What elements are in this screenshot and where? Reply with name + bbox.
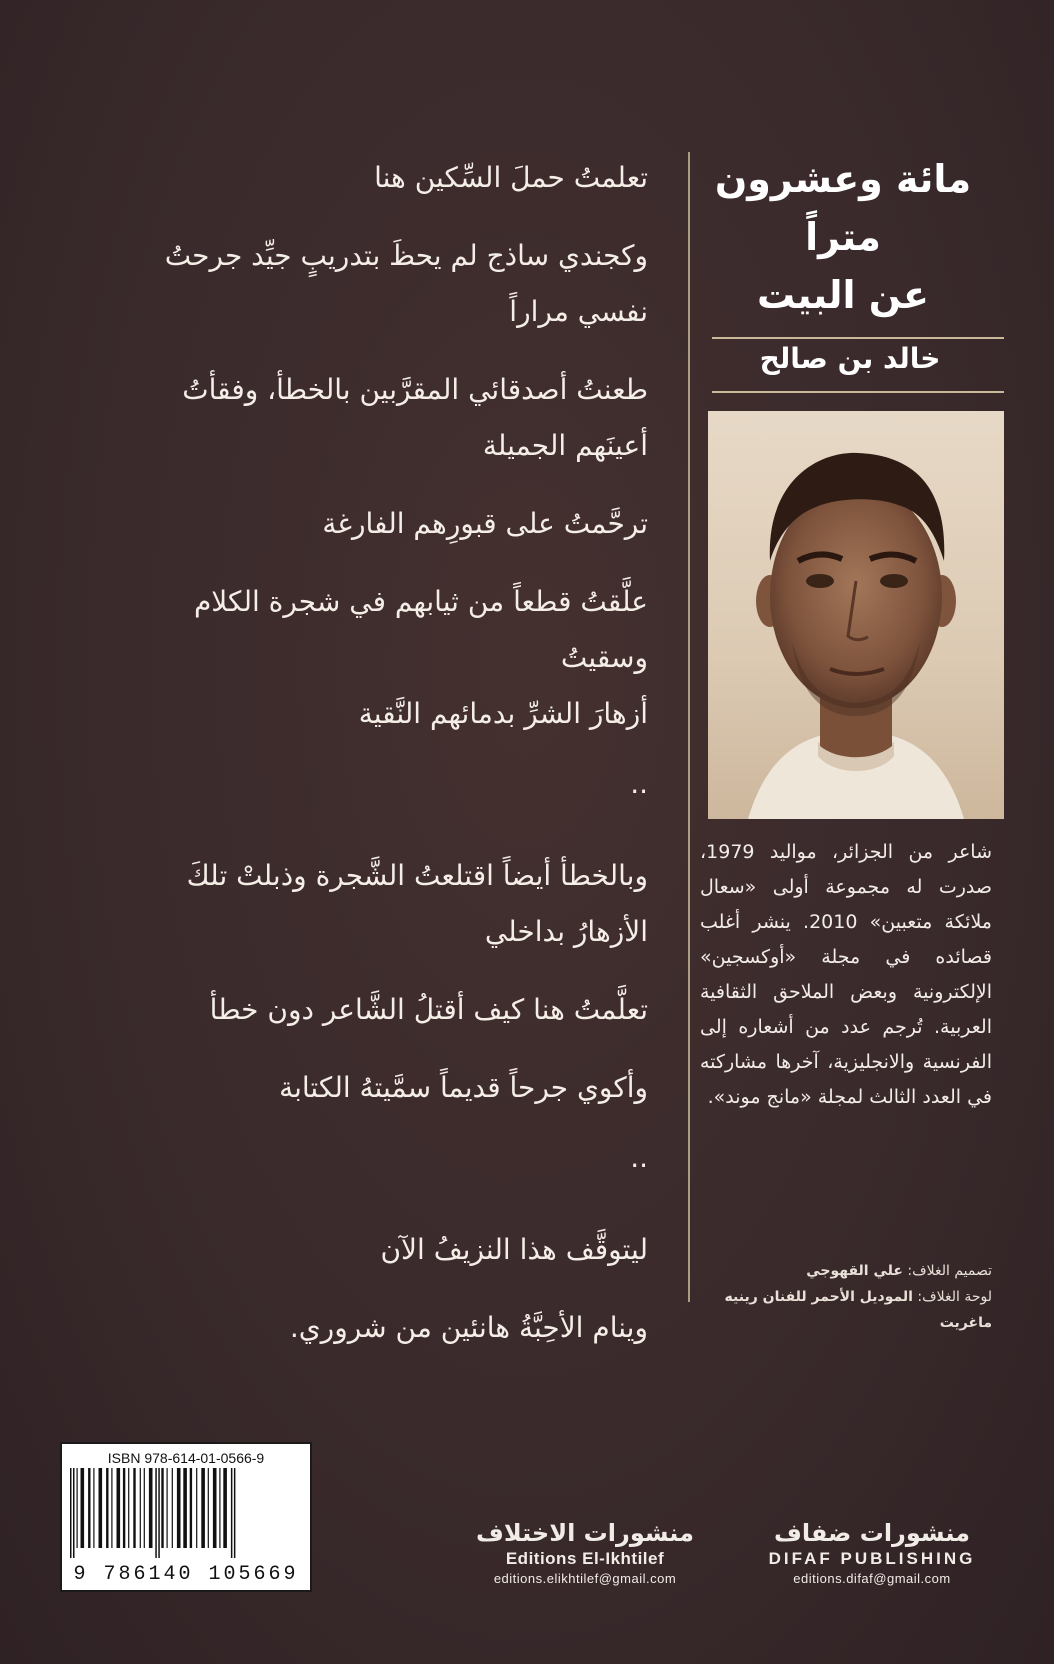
barcode-bar	[88, 1468, 90, 1548]
barcode-bar	[155, 1468, 157, 1558]
barcode-digits: 9 786140 105669	[73, 1563, 299, 1586]
poem-stanza	[120, 228, 648, 340]
barcode-bar	[106, 1468, 108, 1548]
publisher-ikhtilef-latin: Editions El-Ikhtilef	[505, 1549, 665, 1568]
title-rule	[712, 337, 1004, 339]
author-photo	[708, 411, 1004, 819]
barcode-bar	[99, 1468, 103, 1548]
publisher-difaf	[752, 1518, 992, 1588]
poem-stanza	[120, 150, 648, 206]
poem-line: أعينَهم الجميلة	[482, 429, 648, 462]
cover-painting-credit	[690, 1284, 992, 1336]
barcode-bar	[117, 1468, 121, 1548]
book-title-line: متراً	[805, 215, 881, 259]
publisher-difaf-latin: DIFAF PUBLISHING	[768, 1549, 976, 1568]
cover-design-label: تصميم الغلاف:	[907, 1263, 992, 1279]
poem-line: ترحَّمتُ على قبورِهم الفارغة	[322, 507, 648, 540]
barcode-bar	[70, 1468, 72, 1558]
barcode-bar	[223, 1468, 227, 1548]
barcode-bars	[68, 1468, 304, 1558]
poem-line: وكجندي ساذج لم يحظَ بتدريبٍ جيِّد جرحتُ	[164, 239, 648, 272]
barcode-bar	[77, 1468, 78, 1548]
column-divider	[688, 152, 690, 1302]
poem-line: وأكوي جرحاً قديماً سمَّيتهُ الكتابة	[279, 1071, 648, 1104]
poem-line: ليتوقَّف هذا النزيفُ الآن	[380, 1233, 648, 1266]
barcode-bar	[177, 1468, 181, 1548]
author-name: خالد بن صالح	[759, 342, 941, 375]
barcode-bar	[201, 1468, 205, 1548]
barcode-bar	[213, 1468, 217, 1548]
poem-line: أزهارَ الشرِّ بدمائهم النَّقية	[358, 697, 648, 730]
barcode-bar	[149, 1468, 153, 1548]
poem-stanza	[120, 362, 648, 474]
barcode-bar	[133, 1468, 135, 1548]
barcode-bar	[167, 1468, 168, 1548]
cover-painting-name: الموديل الأحمر للفنان رينيه ماغريت	[724, 1289, 992, 1331]
barcode-bar	[144, 1468, 145, 1548]
poem-stanza	[120, 1222, 648, 1278]
barcode-bar	[123, 1468, 125, 1548]
poem-line: تعلمتُ حملَ السِّكين هنا	[374, 161, 648, 194]
barcode-bar	[234, 1468, 236, 1558]
barcode-bar	[93, 1468, 94, 1548]
author-portrait-illustration	[708, 411, 1004, 819]
poem-stanza	[120, 848, 648, 960]
barcode-bar	[231, 1468, 233, 1558]
publisher-ikhtilef-email: editions.elikhtilef@gmail.com	[493, 1571, 677, 1586]
poem-stanza	[120, 574, 648, 742]
poem-line: وبالخطأ أيضاً اقتلعتُ الشَّجرة وذبلتْ تلكَ	[186, 859, 648, 892]
barcode-bar	[111, 1468, 112, 1548]
book-title-line: مائة وعشرون	[714, 157, 972, 201]
poem-stanza	[120, 496, 648, 552]
barcode-bar	[219, 1468, 220, 1548]
poem-line: نفسي مراراً	[509, 295, 648, 328]
barcode-bar	[190, 1468, 192, 1548]
barcode-bar	[208, 1468, 209, 1548]
barcode-bar	[196, 1468, 197, 1548]
book-title	[698, 150, 988, 324]
poem-line: تعلَّمتُ هنا كيف أقتلُ الشَّاعر دون خطأ	[209, 993, 648, 1026]
barcode-bar	[128, 1468, 129, 1548]
barcode-bar	[183, 1468, 187, 1548]
poem-separator: ..	[630, 767, 648, 800]
poem-line: علَّقتُ قطعاً من ثيابهم في شجرة الكلام وسقيتُ	[193, 585, 648, 674]
author-rule	[712, 391, 1004, 393]
book-title-line: عن البيت	[757, 273, 929, 317]
isbn-number: ISBN 978-614-01-0566-9	[107, 1450, 265, 1466]
barcode-bar	[140, 1468, 141, 1548]
isbn-barcode	[60, 1442, 312, 1592]
barcode-bar	[81, 1468, 85, 1548]
author-bio: شاعر من الجزائر، مواليد 1979، صدرت له مجموعة أولى «سعال ملائكة متعبين» 2010. ينشر أغلب قصائده في مجلة «أوكسجين» الإلكترونية وبعض الملاحق الثقافية العربية. تُرجم عدد من أشعاره إلى الفرنسية والانجليزية، آخرها مشاركته في العدد الثالث لمجلة «مانج موند».	[700, 841, 992, 1108]
credits	[690, 1258, 992, 1336]
poem-stanza	[120, 1060, 648, 1116]
poem-stanza	[120, 982, 648, 1038]
poem-separator: ..	[630, 1141, 648, 1174]
publisher-ikhtilef-arabic: منشورات الاختلاف	[476, 1519, 694, 1547]
barcode-bar	[73, 1468, 75, 1558]
poem-line: وينام الأحِبَّةُ هانئين من شروري.	[289, 1311, 648, 1344]
cover-design-name: علي القهوجي	[806, 1263, 903, 1279]
poem-line: الأزهارُ بداخلي	[484, 915, 648, 948]
publisher-ikhtilef	[470, 1518, 700, 1588]
barcode-bar	[158, 1468, 160, 1558]
cover-design-credit	[690, 1258, 992, 1284]
barcode-bar	[172, 1468, 173, 1548]
poem-stanza	[120, 1300, 648, 1356]
publisher-difaf-arabic: منشورات ضفاف	[774, 1519, 970, 1547]
poem-line: طعنتُ أصدقائي المقرَّبين بالخطأ، وفقأتُ	[182, 373, 648, 406]
publisher-difaf-email: editions.difaf@gmail.com	[793, 1571, 951, 1586]
poem	[120, 150, 648, 1378]
cover-painting-label: لوحة الغلاف:	[917, 1289, 992, 1305]
barcode-bar	[161, 1468, 163, 1548]
